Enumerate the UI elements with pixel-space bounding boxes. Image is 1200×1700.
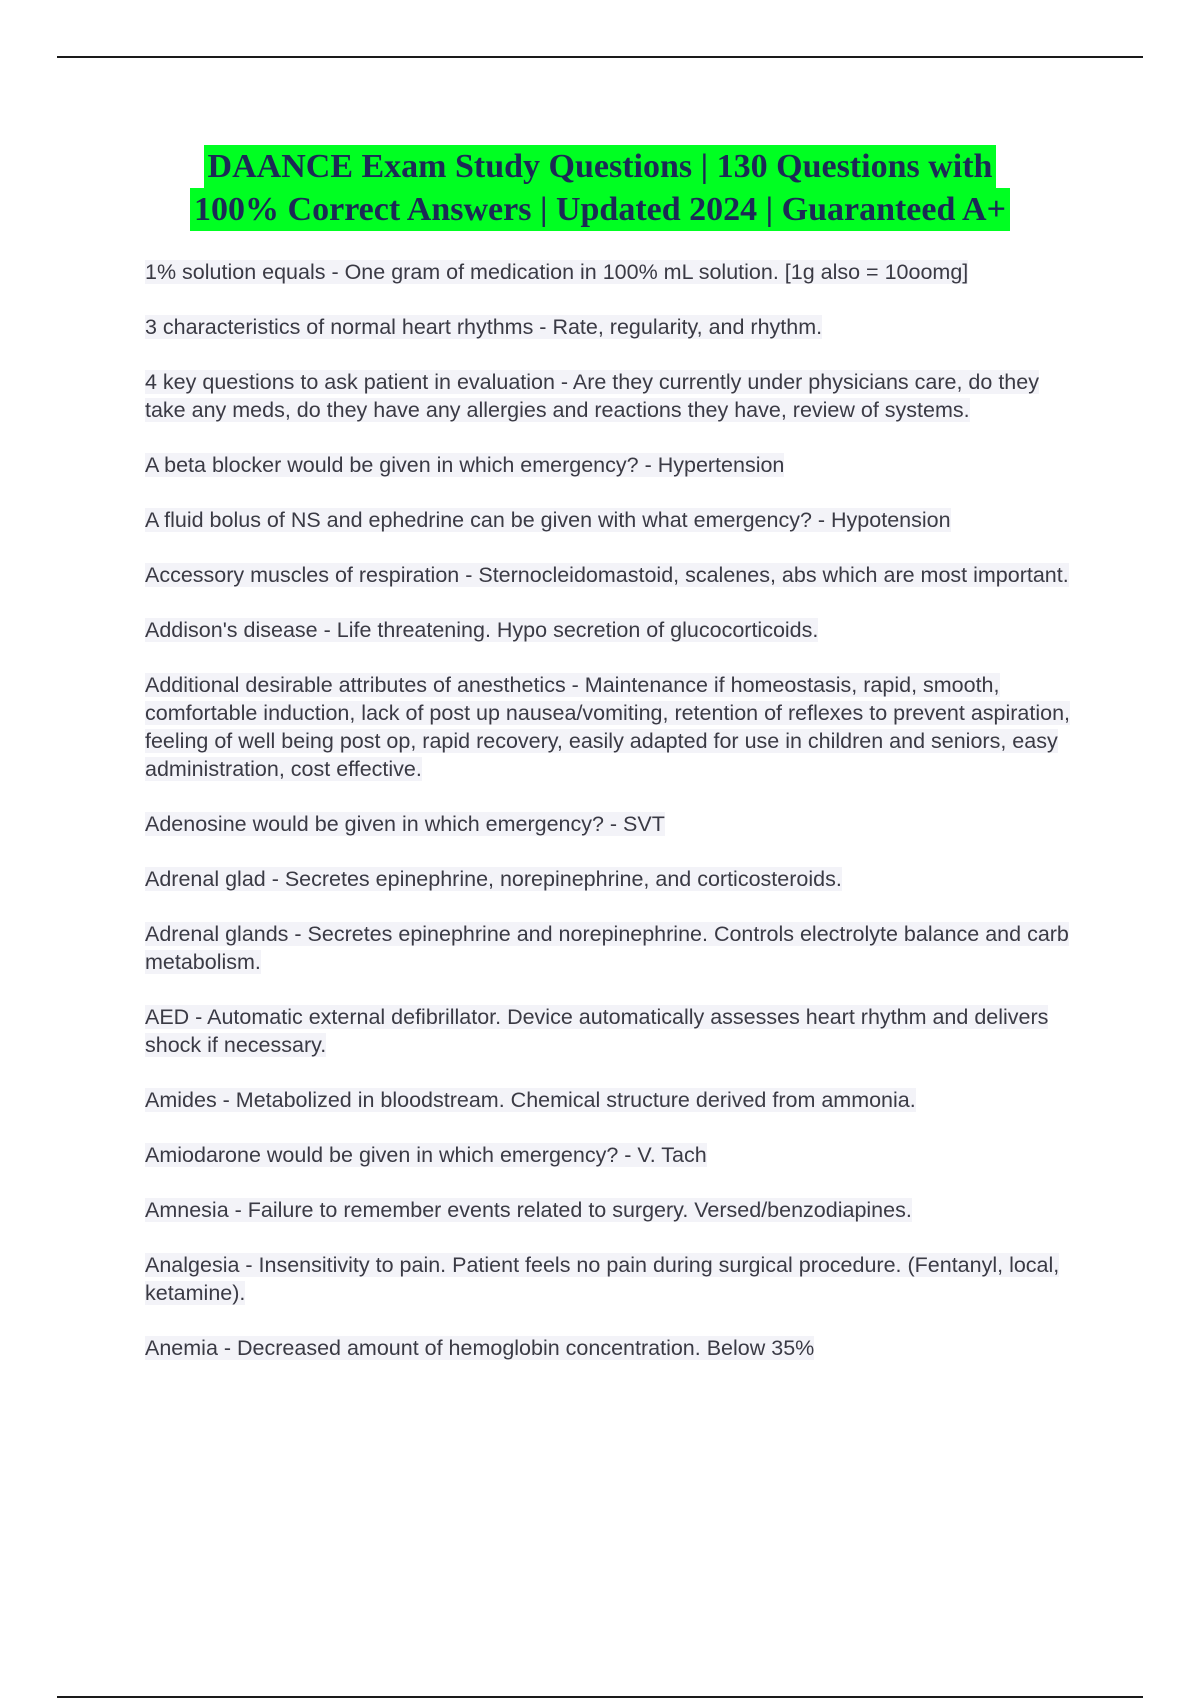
study-entries-list (145, 258, 1085, 1389)
list-item (145, 1334, 1085, 1362)
entry-text: 3 characteristics of normal heart rhythms - Rate, regularity, and rhythm. (145, 315, 823, 339)
entry-text: AED - Automatic external defibrillator. Device automatically assesses heart rhythm and delivers shock if necessary. (145, 1005, 1049, 1057)
list-item (145, 1086, 1085, 1114)
title-line-1: DAANCE Exam Study Questions | 130 Questions with (204, 145, 997, 188)
list-item (145, 865, 1085, 893)
list-item (145, 1251, 1085, 1307)
list-item (145, 1003, 1085, 1059)
list-item (145, 616, 1085, 644)
list-item (145, 671, 1085, 783)
list-item (145, 561, 1085, 589)
list-item (145, 810, 1085, 838)
title-line-2: 100% Correct Answers | Updated 2024 | Guaranteed A+ (190, 188, 1010, 231)
list-item (145, 920, 1085, 976)
entry-text: A beta blocker would be given in which emergency? - Hypertension (145, 453, 785, 477)
document-title (100, 145, 1100, 231)
entry-text: Amnesia - Failure to remember events related to surgery. Versed/benzodiapines. (145, 1198, 912, 1222)
list-item (145, 506, 1085, 534)
list-item (145, 451, 1085, 479)
entry-text: Adrenal glad - Secretes epinephrine, norepinephrine, and corticosteroids. (145, 867, 842, 891)
list-item (145, 1196, 1085, 1224)
entry-text: Amides - Metabolized in bloodstream. Chemical structure derived from ammonia. (145, 1088, 916, 1112)
entry-text: A fluid bolus of NS and ephedrine can be given with what emergency? - Hypotension (145, 508, 951, 532)
entry-text: Addison's disease - Life threatening. Hypo secretion of glucocorticoids. (145, 618, 819, 642)
entry-text: Analgesia - Insensitivity to pain. Patient feels no pain during surgical procedure. (Fentanyl, local, ketamine). (145, 1253, 1060, 1305)
entry-text: Adenosine would be given in which emergency? - SVT (145, 812, 665, 836)
bottom-rule (57, 1696, 1143, 1698)
entry-text: Amiodarone would be given in which emergency? - V. Tach (145, 1143, 707, 1167)
entry-text: Additional desirable attributes of anesthetics - Maintenance if homeostasis, rapid, smooth, comfortable induction, lack of post up nausea/vomiting, retention of reflexes to prevent aspiration, feeling of well being post op, rapid recovery, easily adapted for use in children and seniors, easy administration, cost effective. (145, 673, 1071, 781)
entry-text: 4 key questions to ask patient in evaluation - Are they currently under physicians care, do they take any meds, do they have any allergies and reactions they have, review of systems. (145, 370, 1039, 422)
entry-text: Adrenal glands - Secretes epinephrine and norepinephrine. Controls electrolyte balance and carb metabolism. (145, 922, 1069, 974)
list-item (145, 1141, 1085, 1169)
list-item (145, 313, 1085, 341)
entry-text: 1% solution equals - One gram of medication in 100% mL solution. [1g also = 10oomg] (145, 260, 969, 284)
list-item (145, 258, 1085, 286)
list-item (145, 368, 1085, 424)
entry-text: Accessory muscles of respiration - Sternocleidomastoid, scalenes, abs which are most important. (145, 563, 1069, 587)
top-rule (57, 56, 1143, 58)
entry-text: Anemia - Decreased amount of hemoglobin concentration. Below 35% (145, 1336, 815, 1360)
